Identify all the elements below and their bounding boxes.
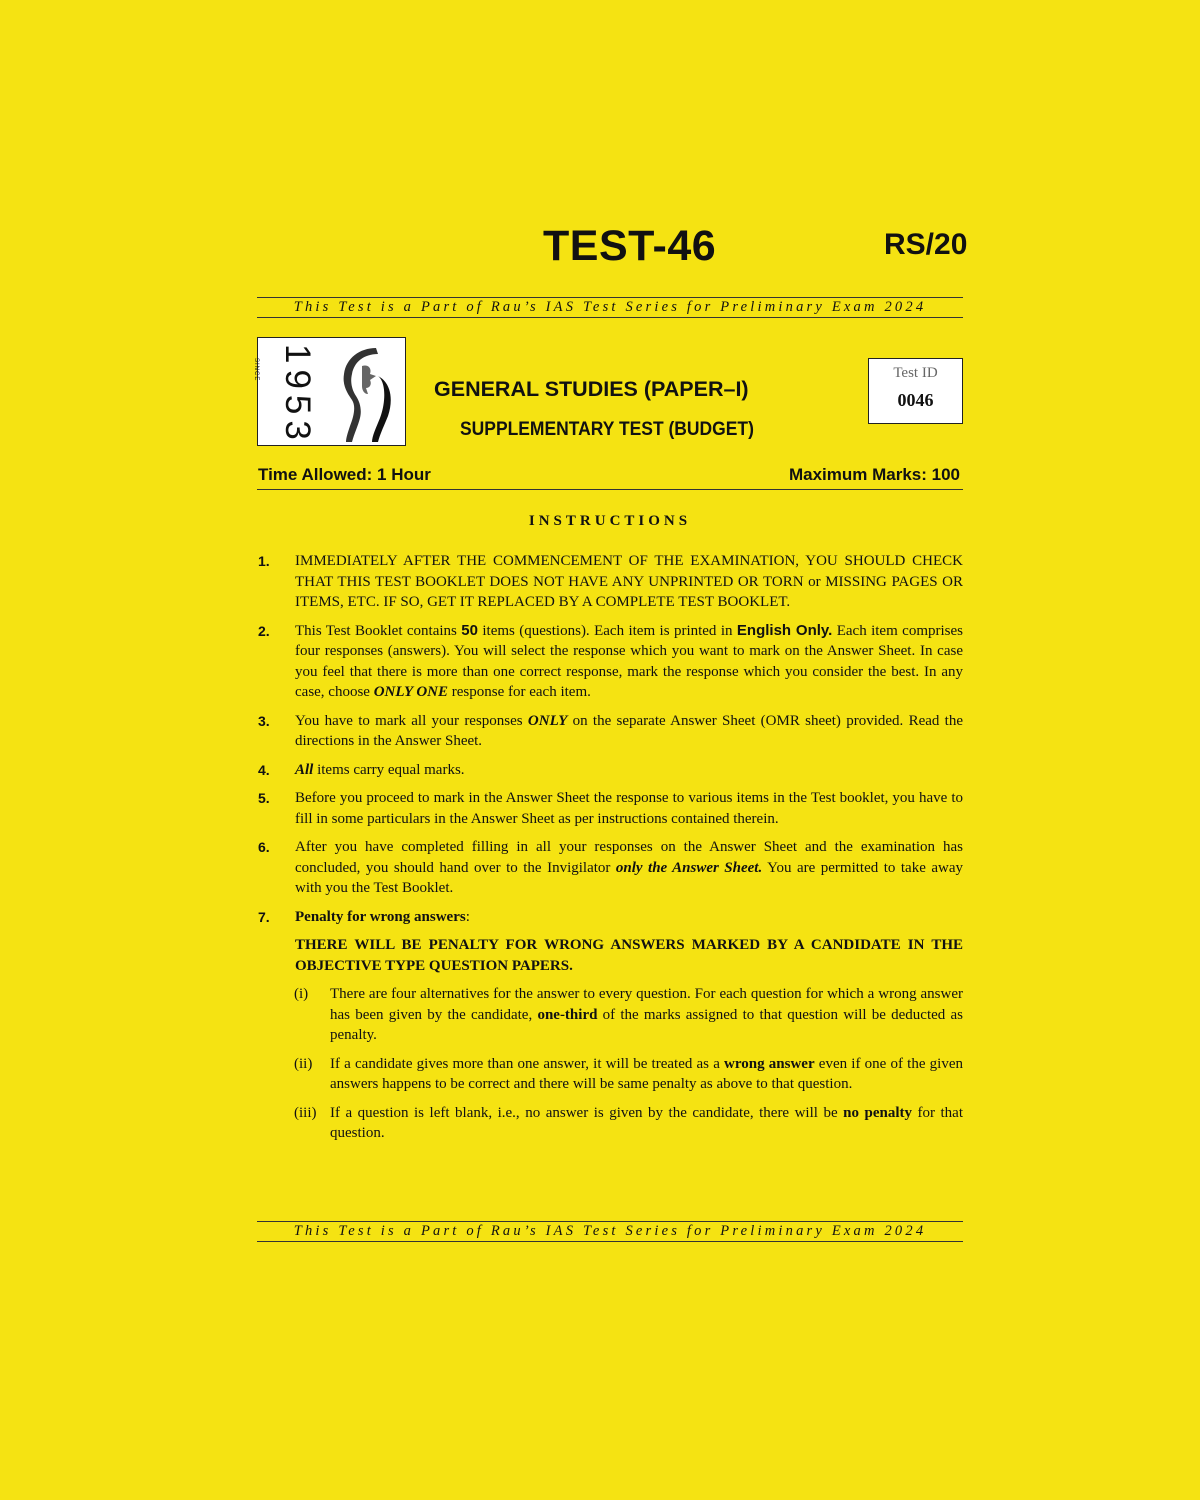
test-id-box (868, 358, 963, 424)
item-text: response for each item. (448, 684, 591, 700)
test-id-value: 0046 (897, 390, 934, 410)
penalty-item-number: (i) (294, 986, 309, 1002)
item-number: 4. (258, 761, 270, 778)
item-emphasis: wrong answer (724, 1055, 815, 1072)
logo-year: 1953 (278, 344, 317, 446)
item-number: 3. (258, 712, 270, 729)
series-banner-bottom: This Test is a Part of Rau’s IAS Test Series for Preliminary Exam 2024 (257, 1221, 963, 1242)
series-banner-top: This Test is a Part of Rau’s IAS Test Series for Preliminary Exam 2024 (257, 297, 963, 318)
instructions-heading: INSTRUCTIONS (528, 513, 692, 529)
paper-title: GENERAL STUDIES (PAPER–I) (434, 377, 749, 401)
item-text: for that question. (330, 1104, 963, 1141)
item-emphasis: 50 (461, 621, 478, 639)
item-text: You have to mark all your responses (295, 712, 528, 729)
penalty-item (257, 984, 963, 1046)
item-number: 1. (258, 553, 270, 569)
item-text: : (465, 908, 470, 925)
item-text: items carry equal marks. (313, 761, 465, 778)
item-emphasis: one-third (537, 1006, 598, 1023)
item-text: IMMEDIATELY AFTER THE COMMENCEMENT OF THE EXAMINATION, YOU SHOULD CHECK THAT THIS TEST BOOKLET DOES NOT HAVE ANY UNPRINTED OR TORN or MISSING PAGES OR ITEMS, ETC. IF SO, GET IT REPLACED BY A COMPLETE TEST BOOKLET. (295, 553, 963, 610)
item-emphasis: no penalty (843, 1104, 912, 1121)
instruction-item (257, 711, 963, 752)
item-text: even if one of the given answers happens to be correct and there will be same penalty as above to that question. (330, 1055, 964, 1092)
test-id-label: Test ID (893, 365, 938, 381)
instruction-item (257, 551, 963, 613)
penalty-item-number: (iii) (294, 1104, 317, 1121)
item-text: Before you proceed to mark in the Answer Sheet the response to various items in the Test booklet, you have to fill in some particulars in the Answer Sheet as per instructions contained therein. (295, 790, 963, 827)
logo (253, 337, 406, 446)
item-text: Each item comprises four responses (answers). You will select the response which you want to mark on the Answer Sheet. In case you feel that there is more than one correct response, mark the response which you consider the best. In any case, choose (295, 622, 963, 700)
instruction-item (257, 907, 963, 928)
item-emphasis: ONLY (527, 712, 568, 729)
instruction-item (257, 760, 963, 781)
item-emphasis: English Only. (736, 621, 833, 639)
time-allowed: Time Allowed: 1 Hour (258, 465, 431, 484)
item-text: There are four alternatives for the answer to every question. For each question for which a wrong answer has been given by the candidate, (330, 986, 963, 1023)
item-text: If a question is left blank, i.e., no answer is given by the candidate, there will be (330, 1104, 844, 1121)
item-text: If a candidate gives more than one answer, it will be treated as a (330, 1055, 725, 1072)
test-code: RS/20 (884, 228, 968, 261)
instruction-item (257, 837, 963, 899)
item-text: of the marks assigned to that question will be deducted as penalty. (330, 1006, 963, 1043)
item-emphasis: only the Answer Sheet. (615, 859, 763, 876)
logo-since-text: SINCE (253, 358, 259, 382)
item-number: 6. (258, 839, 270, 855)
item-emphasis: ONLY ONE (373, 684, 449, 700)
item-number: 2. (258, 622, 270, 639)
item-emphasis: All (295, 761, 314, 778)
paper-subtitle: SUPPLEMENTARY TEST (BUDGET) (460, 419, 754, 440)
instruction-item (257, 788, 963, 829)
penalty-item (257, 1103, 963, 1144)
maximum-marks: Maximum Marks: 100 (788, 465, 960, 484)
penalty-item-number: (ii) (294, 1055, 313, 1072)
penalty-item (257, 1054, 963, 1095)
profile-emblem-icon (332, 342, 402, 444)
item-number: 7. (258, 908, 270, 925)
instruction-item (257, 621, 963, 703)
exam-meta (257, 463, 963, 490)
item-text: on the separate Answer Sheet (OMR sheet) provided. Read the directions in the Answer Sheet. (295, 712, 963, 749)
item-emphasis: Penalty for wrong answers (295, 908, 466, 925)
item-text: This Test Booklet contains (295, 622, 462, 639)
item-number: 5. (258, 790, 270, 806)
item-text: You are permitted to take away with you the Test Booklet. (295, 859, 963, 896)
penalty-statement: THERE WILL BE PENALTY FOR WRONG ANSWERS MARKED BY A CANDIDATE IN THE OBJECTIVE TYPE QUESTION PAPERS. (295, 937, 963, 974)
instructions-list (257, 551, 963, 1152)
test-number: TEST-46 (543, 222, 717, 270)
item-text: After you have completed filling in all your responses on the Answer Sheet and the examination has concluded, you should hand over to the Invigilator (295, 839, 963, 876)
item-text: items (questions). Each item is printed in (477, 622, 737, 639)
